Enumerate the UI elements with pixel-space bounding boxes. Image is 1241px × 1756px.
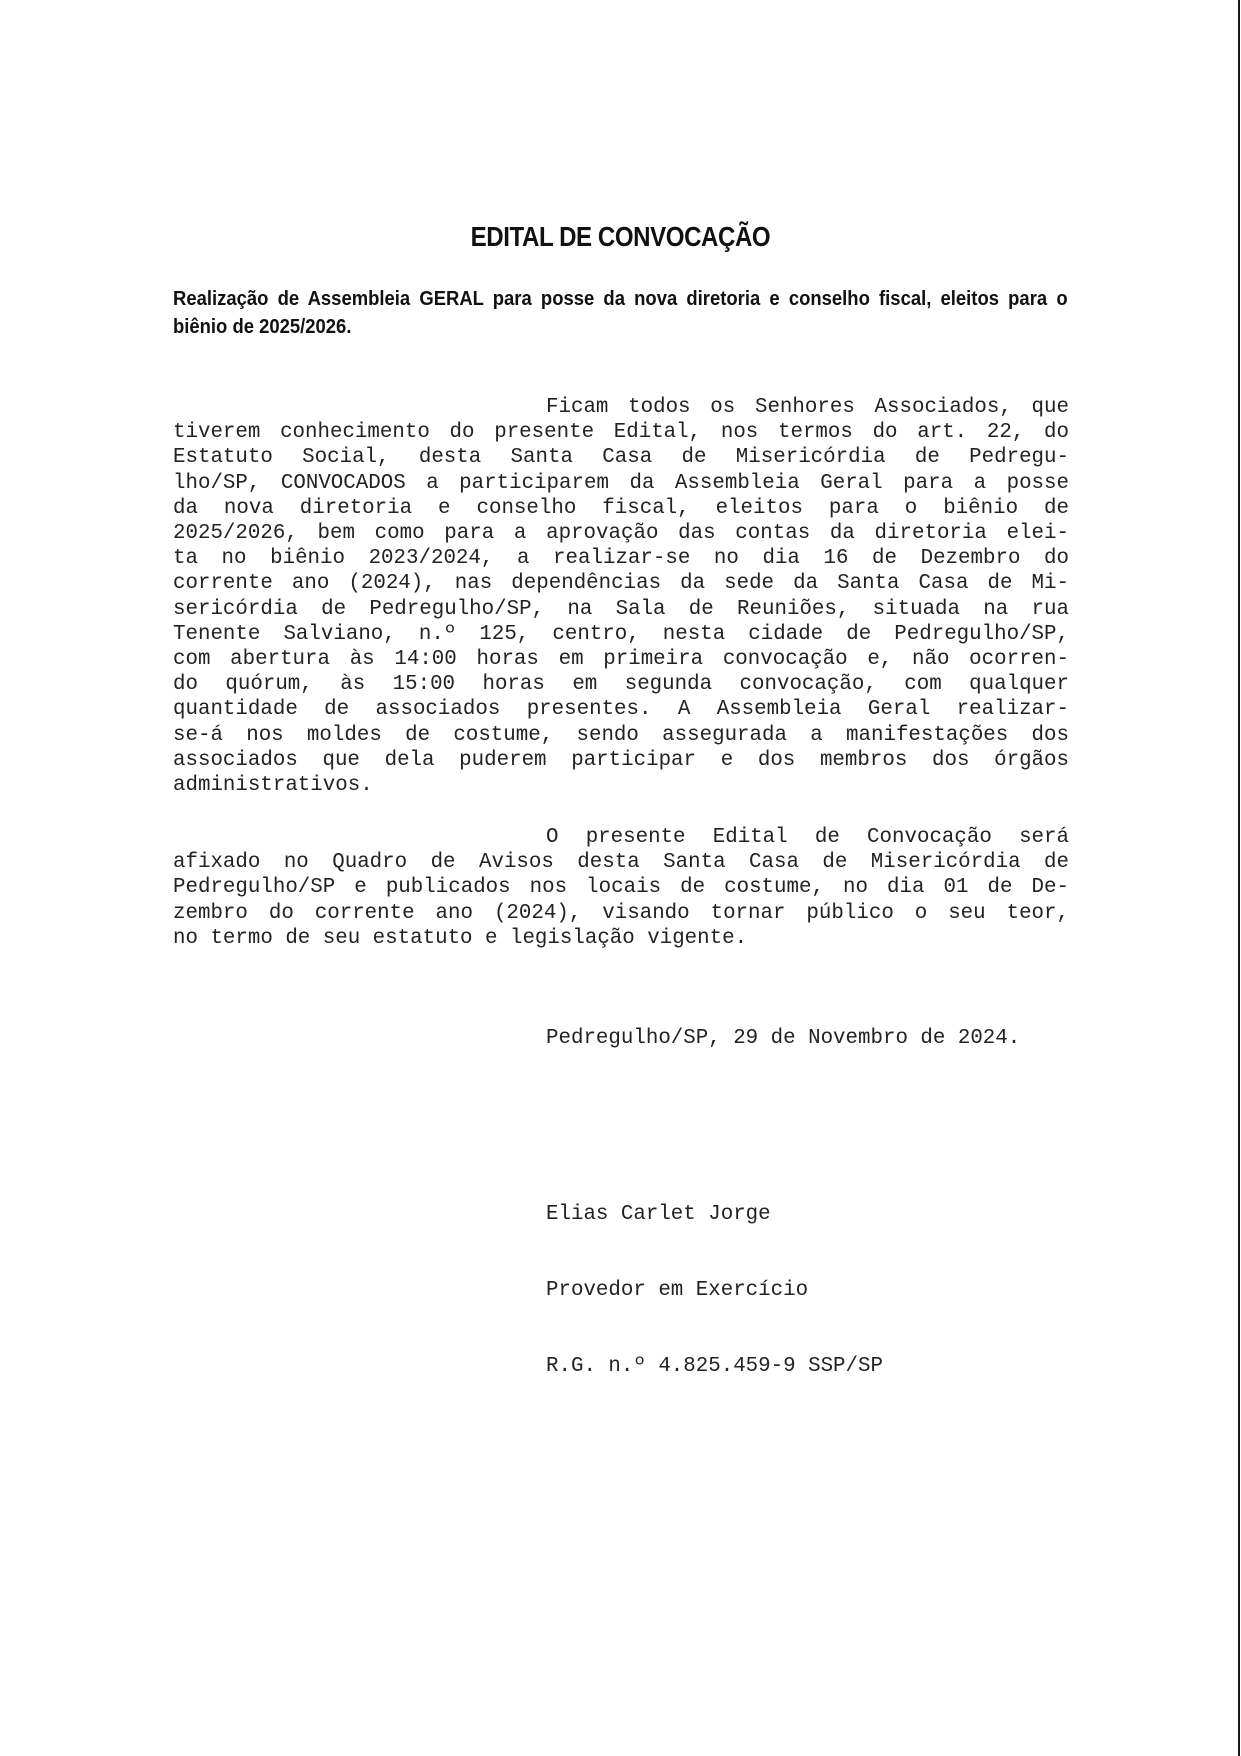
paragraph-line: se-á nos moldes de costume, sendo assegurada a manifestações dos: [173, 723, 1069, 747]
paragraph-line: administrativos.: [173, 774, 373, 798]
paragraph-line: afixado no Quadro de Avisos desta Santa Casa de Misericórdia de: [173, 851, 1069, 875]
paragraph-line: com abertura às 14:00 horas em primeira convocação e, não ocorren-: [173, 648, 1069, 672]
paragraph-publication: [173, 825, 1069, 951]
paragraph-line: no termo de seu estatuto e legislação vigente.: [173, 926, 748, 950]
paragraph-line: associados que dela puderem participar e dos membros dos órgãos: [173, 748, 1069, 772]
paragraph-line: ta no biênio 2023/2024, a realizar-se no dia 16 de Dezembro do: [173, 547, 1069, 571]
document-title: EDITAL DE CONVOCAÇÃO: [470, 221, 771, 252]
paragraph-line: 2025/2026, bem como para a aprovação das contas da diretoria elei-: [173, 522, 1069, 546]
page-edge-border: [1238, 0, 1240, 1756]
paragraph-line: Estatuto Social, desta Santa Casa de Misericórdia de Pedregu-: [173, 446, 1069, 470]
paragraph-line: O presente Edital de Convocação será: [546, 826, 1069, 849]
place-date: Pedregulho/SP, 29 de Novembro de 2024.: [546, 1027, 1021, 1050]
paragraph-line: zembro do corrente ano (2024), visando tornar público o seu teor,: [173, 901, 1069, 925]
paragraph-line: do quórum, às 15:00 horas em segunda convocação, com qualquer: [173, 673, 1069, 697]
paragraph-line: Ficam todos os Senhores Associados, que: [546, 396, 1069, 419]
paragraph-convocation: [173, 395, 1069, 798]
paragraph-line: tiverem conhecimento do presente Edital, nos termos do art. 22, do: [173, 421, 1069, 445]
paragraph-line: quantidade de associados presentes. A Assembleia Geral realizar-: [173, 698, 1069, 722]
paragraph-line: lho/SP, CONVOCADOS a participarem da Assembleia Geral para a posse: [173, 471, 1069, 495]
paragraph-line: Tenente Salviano, n.º 125, centro, nesta cidade de Pedregulho/SP,: [173, 622, 1069, 646]
signer-name: Elias Carlet Jorge: [546, 1203, 771, 1227]
document-subtitle: Realização de Assembleia GERAL para posse da nova diretoria e conselho fiscal, eleitos para o biênio de 2025/2026.: [173, 287, 1068, 338]
paragraph-line: sericórdia de Pedregulho/SP, na Sala de Reuniões, situada na rua: [173, 597, 1069, 621]
paragraph-line: Pedregulho/SP e publicados nos locais de costume, no dia 01 de De-: [173, 876, 1069, 900]
signature-block: [546, 1152, 883, 1429]
paragraph-line: corrente ano (2024), nas dependências da sede da Santa Casa de Mi-: [173, 572, 1069, 596]
signer-role: Provedor em Exercício: [546, 1279, 809, 1303]
signer-id: R.G. n.º 4.825.459-9 SSP/SP: [546, 1354, 883, 1378]
paragraph-line: da nova diretoria e conselho fiscal, eleitos para o biênio de: [173, 496, 1069, 520]
